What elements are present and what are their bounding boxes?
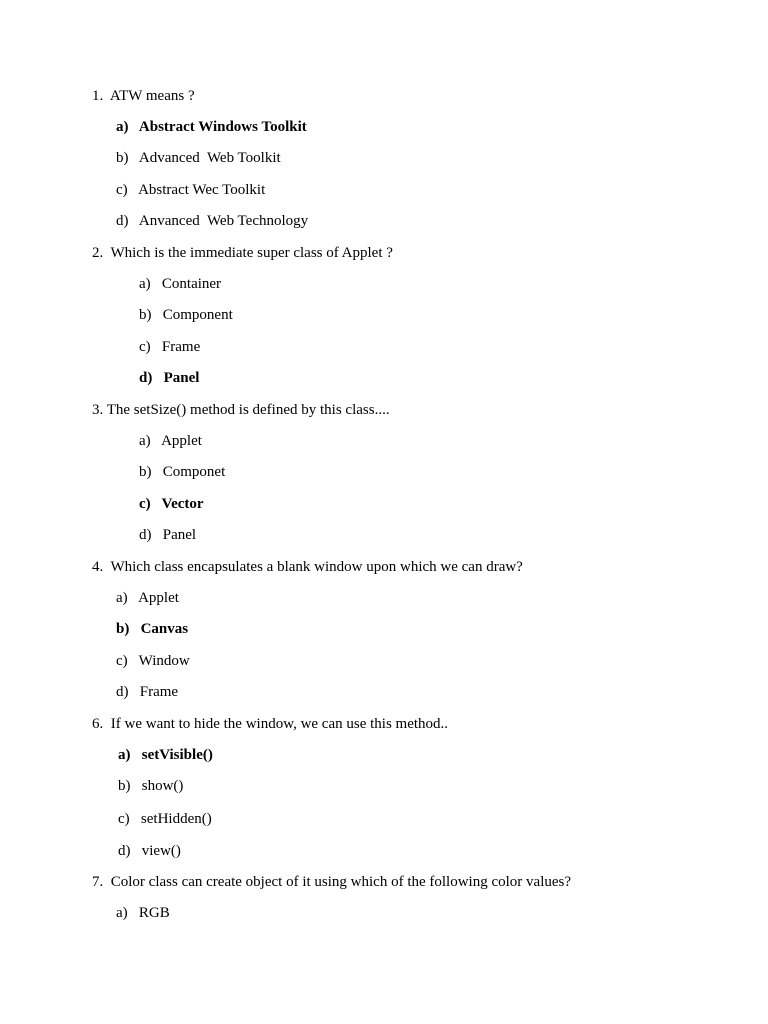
question-1-option-c: c) Abstract Wec Toolkit	[116, 182, 266, 198]
question-2-option-b: b) Component	[139, 307, 233, 323]
question-7-option-a: a) RGB	[116, 905, 170, 921]
question-6-option-a: a) setVisible()	[118, 747, 213, 763]
question-4: 4. Which class encapsulates a blank window upon which we can draw?	[92, 559, 523, 575]
question-6: 6. If we want to hide the window, we can use this method..	[92, 716, 449, 732]
question-4-option-b: b) Canvas	[116, 621, 189, 637]
question-3-option-c: c) Vector	[139, 496, 204, 512]
question-1-option-d: d) Anvanced Web Technology	[116, 213, 309, 229]
question-2-option-d: d) Panel	[139, 370, 200, 386]
question-7: 7. Color class can create object of it using which of the following color values?	[92, 874, 572, 890]
question-1-option-b: b) Advanced Web Toolkit	[116, 150, 281, 166]
question-3-option-b: b) Componet	[139, 464, 226, 480]
question-2: 2. Which is the immediate super class of Applet ?	[92, 245, 393, 261]
question-1-option-a: a) Abstract Windows Toolkit	[116, 119, 307, 135]
question-6-option-c: c) setHidden()	[118, 811, 212, 827]
question-1: 1. ATW means ?	[92, 88, 195, 104]
question-6-option-b: b) show()	[118, 778, 184, 794]
question-3: 3. The setSize() method is defined by this class....	[92, 402, 390, 418]
question-3-option-a: a) Applet	[139, 433, 202, 449]
question-4-option-d: d) Frame	[116, 684, 179, 700]
question-2-option-a: a) Container	[139, 276, 222, 292]
question-4-option-a: a) Applet	[116, 590, 179, 606]
question-3-option-d: d) Panel	[139, 527, 197, 543]
question-4-option-c: c) Window	[116, 653, 190, 669]
question-2-option-c: c) Frame	[139, 339, 201, 355]
question-6-option-d: d) view()	[118, 843, 181, 859]
